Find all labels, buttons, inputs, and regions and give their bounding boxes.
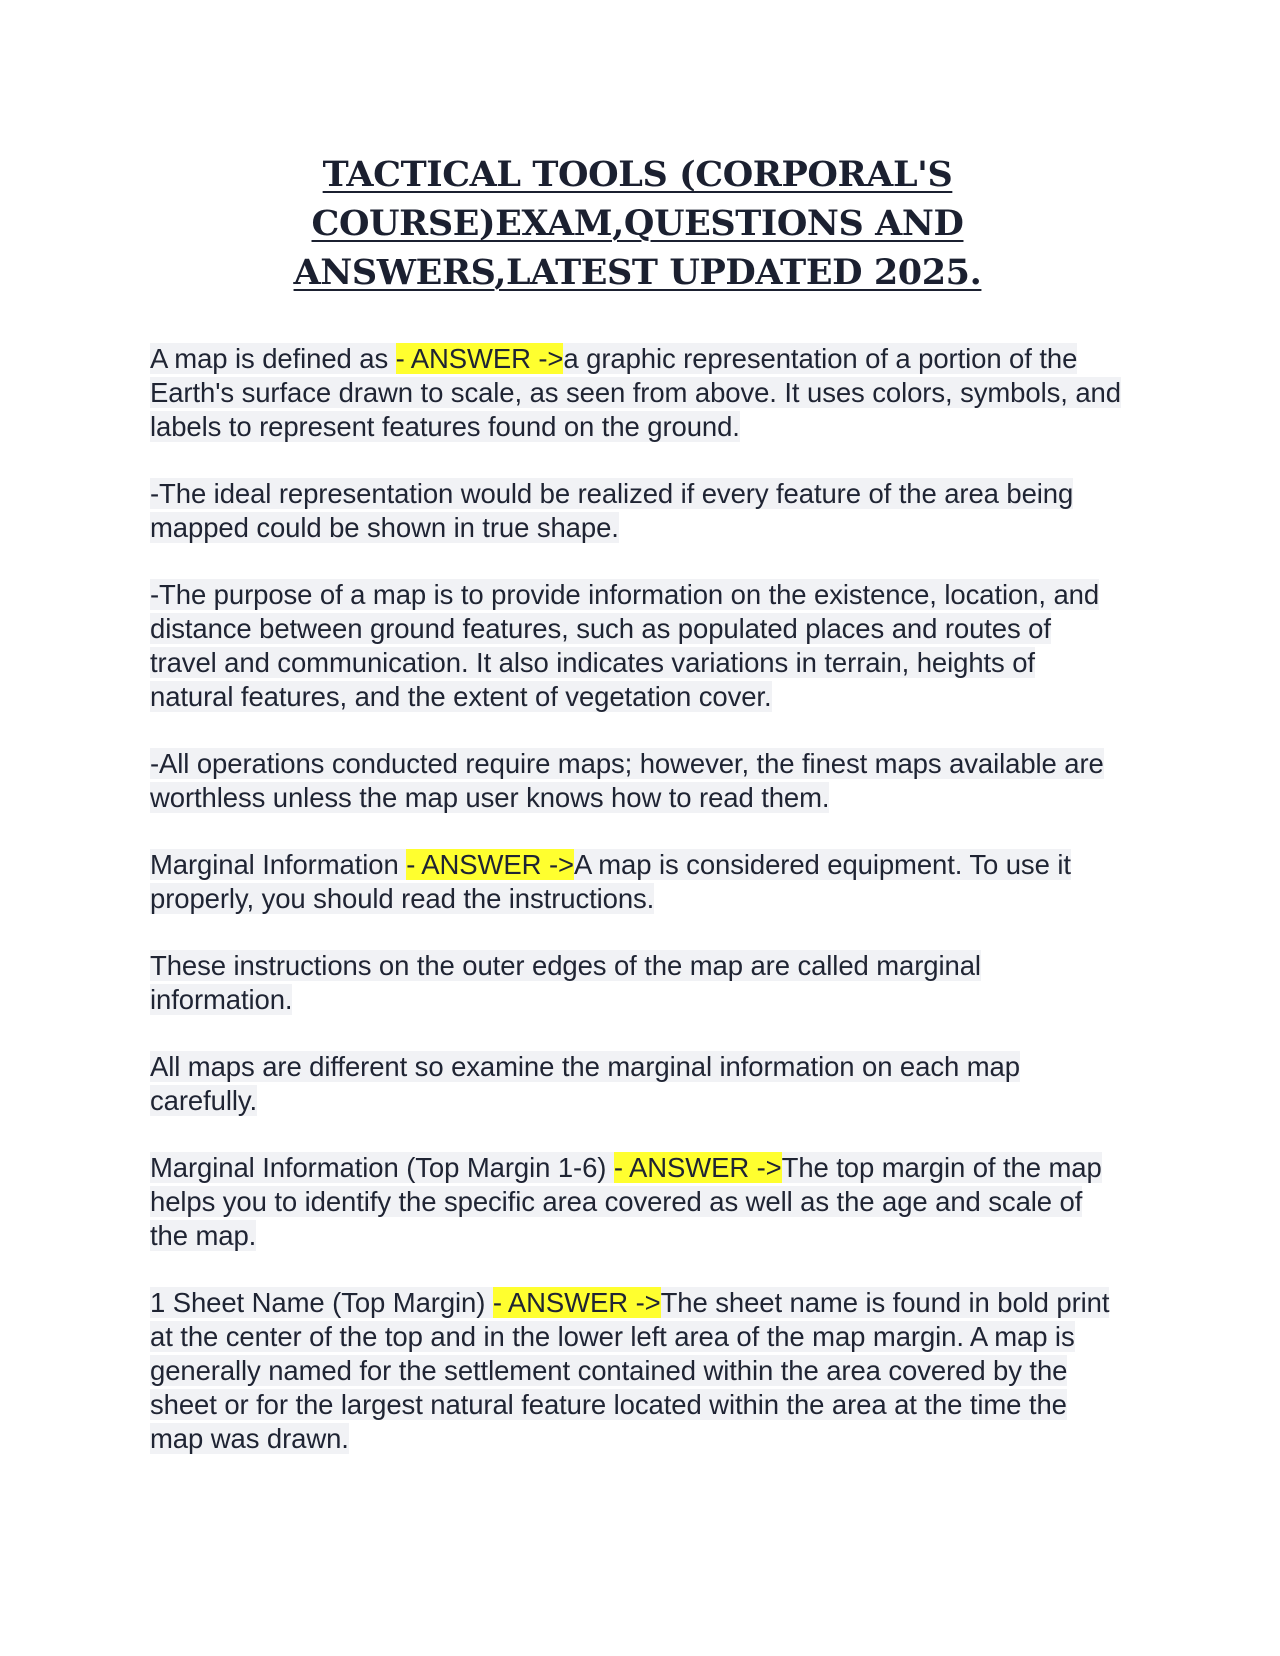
answer-text: A map is considered equipment. To use it properly, you should read the instructions. bbox=[150, 849, 1071, 914]
paragraph-text: These instructions on the outer edges of the map are called marginal information. bbox=[150, 950, 981, 1015]
paragraph-text: -The ideal representation would be realized if every feature of the area being mapped could be shown in true shape. bbox=[150, 478, 1074, 543]
question-term: 1 Sheet Name (Top Margin) bbox=[150, 1287, 493, 1318]
question-term: Marginal Information bbox=[150, 849, 407, 880]
question-term: Marginal Information (Top Margin 1-6) bbox=[150, 1152, 614, 1183]
paragraph-text: -All operations conducted require maps; however, the finest maps available are worthless unless the map user knows how to read them. bbox=[150, 748, 1104, 813]
paragraph bbox=[150, 477, 1125, 545]
qa-entry bbox=[150, 1151, 1125, 1253]
question-term: A map is defined as bbox=[150, 343, 396, 374]
answer-text: The top margin of the map helps you to identify the specific area covered as well as the age and scale of the map. bbox=[150, 1152, 1102, 1251]
document-page bbox=[150, 150, 1125, 1489]
qa-entry bbox=[150, 1286, 1125, 1456]
paragraph-text: -The purpose of a map is to provide information on the existence, location, and distance between ground features, such as populated places and routes of travel and communication. It also indicates variations in terrain, heights of natural features, and the extent of vegetation cover. bbox=[150, 579, 1100, 712]
paragraph bbox=[150, 747, 1125, 815]
qa-entry bbox=[150, 342, 1125, 444]
answer-marker: - ANSWER -> bbox=[395, 343, 564, 374]
answer-marker: - ANSWER -> bbox=[492, 1287, 661, 1318]
paragraph bbox=[150, 1050, 1125, 1118]
paragraph-text: All maps are different so examine the marginal information on each map carefully. bbox=[150, 1051, 1020, 1116]
answer-marker: - ANSWER -> bbox=[613, 1152, 782, 1183]
paragraph bbox=[150, 949, 1125, 1017]
document-title: TACTICAL TOOLS (CORPORAL'S COURSE)EXAM,QUESTIONS AND ANSWERS,LATEST UPDATED 2025. bbox=[293, 154, 982, 293]
answer-marker: - ANSWER -> bbox=[406, 849, 574, 880]
document-body bbox=[150, 342, 1125, 1456]
qa-entry bbox=[150, 848, 1125, 916]
paragraph bbox=[150, 578, 1125, 714]
answer-text: The sheet name is found in bold print at the center of the top and in the lower left area of the map margin. A map is generally named for the settlement contained within the area covered by the sheet or for the largest natural feature located within the area at the time the map was drawn. bbox=[150, 1287, 1110, 1454]
answer-text: a graphic representation of a portion of the Earth's surface drawn to scale, as seen from above. It uses colors, symbols, and labels to represent features found on the ground. bbox=[150, 343, 1121, 442]
